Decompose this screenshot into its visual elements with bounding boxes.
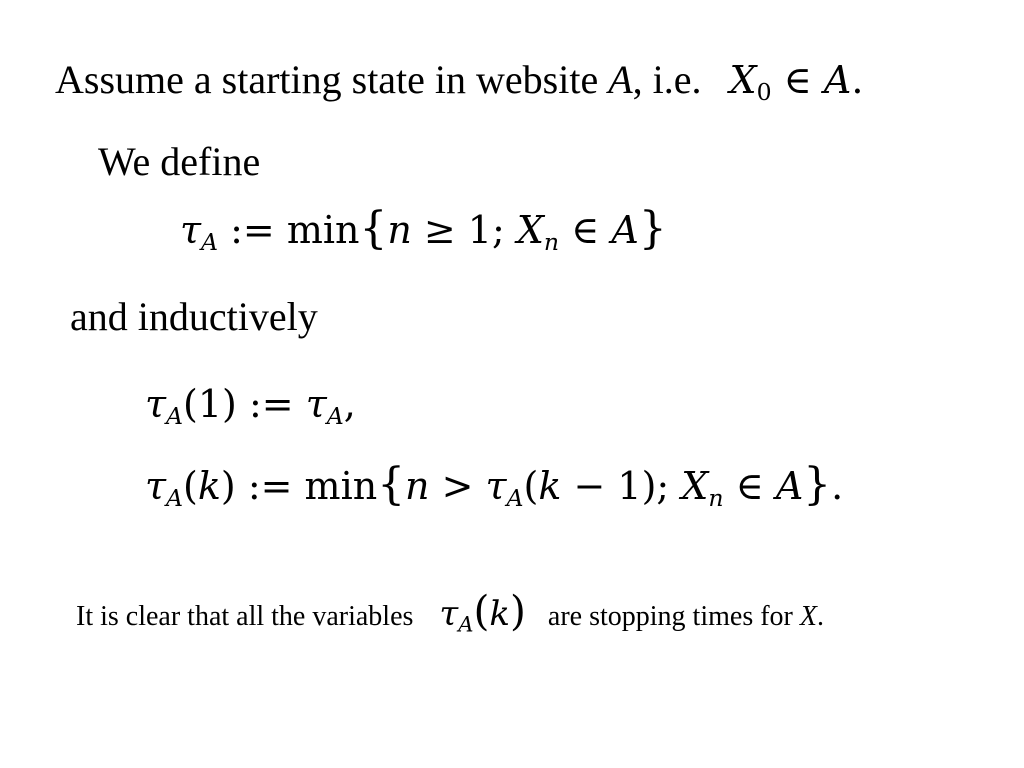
paren-close: ) [510, 587, 526, 635]
tau-subscript: A [201, 228, 219, 257]
inner-paren-open: ( [523, 464, 539, 508]
paren-open: ( [473, 587, 490, 635]
tau-symbol: τ [145, 464, 167, 508]
set-a: A [608, 57, 633, 102]
paren-open: ( [183, 464, 198, 508]
tau-symbol: τ [180, 208, 202, 252]
tau-k-formula [439, 587, 526, 637]
close-brace: } [803, 459, 832, 510]
tau-symbol: τ [145, 382, 167, 426]
x-variable: X [729, 58, 757, 102]
condition: ≥ 1; [411, 208, 517, 252]
comma: , [343, 382, 356, 426]
assign: := [236, 382, 306, 426]
paren-close: ) [220, 464, 236, 508]
tau-symbol: τ [439, 594, 459, 634]
element-of: ∈ [771, 58, 824, 102]
set-a-math: A [823, 58, 852, 102]
tau-subscript-inner: A [506, 484, 524, 513]
set-a-math: A [611, 208, 639, 252]
x-subscript: n [543, 228, 560, 257]
tau-subscript: A [458, 611, 474, 637]
close-brace: } [638, 203, 667, 254]
first-return-definition [145, 382, 356, 431]
process-x: X [799, 601, 817, 632]
open-brace: { [359, 203, 388, 254]
k-variable-inner: k [538, 464, 562, 508]
intro-text-after: , i.e. [632, 57, 702, 102]
x-variable: X [681, 464, 709, 508]
and-inductively-text: and inductively [70, 294, 318, 339]
hitting-time-definition [180, 203, 667, 257]
argument: (1) [183, 382, 237, 426]
x-subscript: n [708, 484, 724, 513]
tau-symbol-rhs: τ [305, 382, 327, 426]
intro-text: Assume a starting state in website [55, 57, 609, 102]
tau-subscript: A [166, 484, 184, 513]
conclusion-sentence [76, 587, 824, 637]
tau-subscript-rhs: A [326, 402, 344, 431]
tau-symbol-inner: τ [485, 464, 507, 508]
kth-return-definition [145, 459, 844, 513]
k-variable: k [489, 594, 510, 634]
x-subscript: 0 [756, 78, 772, 107]
element-of: ∈ [723, 464, 776, 508]
open-brace: { [377, 459, 405, 510]
assign-min: := min [218, 208, 360, 252]
assign-min: := min [235, 464, 378, 508]
period: . [831, 464, 844, 508]
conclusion-text-before: It is clear that all the variables [76, 601, 414, 632]
greater-than: > [429, 464, 486, 508]
k-variable: k [197, 464, 221, 508]
tau-subscript: A [166, 402, 184, 431]
intro-sentence [55, 57, 864, 107]
we-define-text: We define [98, 139, 261, 184]
initial-state-formula [729, 58, 864, 107]
period: . [851, 58, 864, 102]
n-variable: n [387, 208, 412, 252]
conclusion-text-after: are stopping times for [547, 601, 800, 632]
n-variable: n [405, 464, 430, 508]
inner-rest: − 1); [561, 464, 682, 508]
x-variable: X [516, 208, 544, 252]
set-a-math: A [775, 464, 804, 508]
final-period: . [816, 601, 824, 632]
element-of: ∈ [559, 208, 612, 252]
